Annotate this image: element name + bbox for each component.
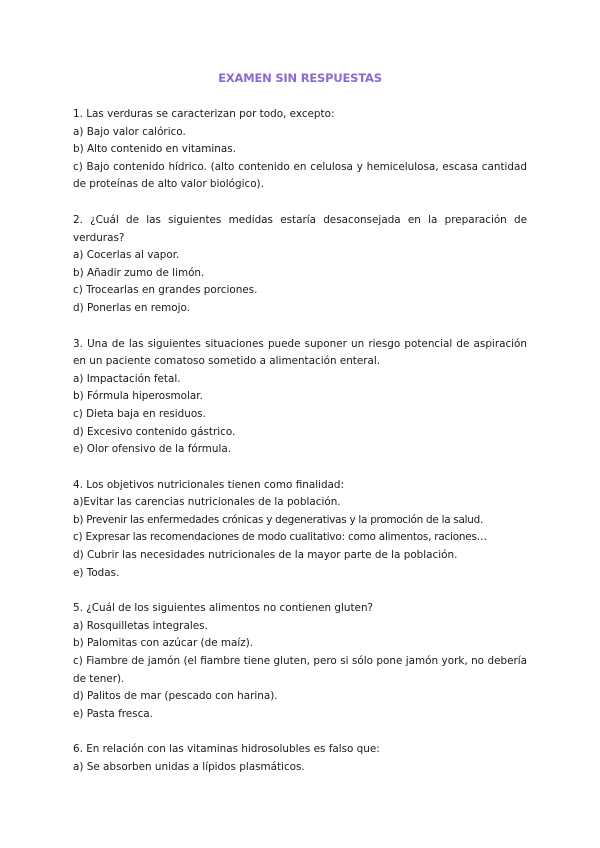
question-4-option-a: a)Evitar las carencias nutricionales de la población.	[73, 496, 341, 509]
question-1-text: 1. Las verduras se caracterizan por todo, excepto:	[73, 108, 335, 120]
question-6-text: 6. En relación con las vitaminas hidrosolubles es falso que:	[73, 743, 380, 756]
question-2-option-a: a) Cocerlas al vapor.	[73, 249, 180, 262]
question-6-option-a: a) Se absorben unidas a lípidos plasmáticos.	[73, 761, 305, 773]
question-2-option-b: b) Añadir zumo de limón.	[73, 266, 205, 279]
question-5-option-a: a) Rosquilletas integrales.	[73, 619, 208, 632]
question-1-option-b: b) Alto contenido en vitaminas.	[73, 143, 236, 156]
question-1-option-c: c) Bajo contenido hídrico. (alto contenido en celulosa y hemicelulosa, escasa cantidad de proteínas de alto valor biológico).	[73, 160, 527, 191]
question-2-text: 2. ¿Cuál de las siguientes medidas estaría desaconsejada en la preparación de verduras?	[73, 213, 527, 244]
exam-page	[73, 70, 527, 795]
question-1-option-a: a) Bajo valor calórico.	[73, 125, 186, 138]
question-3-option-a: a) Impactación fetal.	[73, 372, 181, 385]
question-5	[73, 600, 527, 723]
question-3-option-d: d) Excesivo contenido gástrico.	[73, 425, 236, 438]
question-4-option-d: d) Cubrir las necesidades nutricionales de la mayor parte de la población.	[73, 549, 458, 562]
question-5-option-d: d) Palitos de mar (pescado con harina).	[73, 690, 278, 703]
question-3-option-b: b) Fórmula hiperosmolar.	[73, 390, 203, 403]
question-3-option-e: e) Olor ofensivo de la fórmula.	[73, 443, 232, 456]
question-4-text: 4. Los objetivos nutricionales tienen como finalidad:	[73, 478, 345, 491]
page-title: EXAMEN SIN RESPUESTAS	[218, 71, 382, 85]
question-3-text: 3. Una de las siguientes situaciones puede suponer un riesgo potencial de aspiración en un paciente comatoso sometido a alimentación enteral.	[73, 337, 527, 368]
question-2-option-d: d) Ponerlas en remojo.	[73, 301, 190, 314]
question-3-option-c: c) Dieta baja en residuos.	[73, 407, 206, 420]
question-2	[73, 212, 527, 318]
question-4-option-b: b) Prevenir las enfermedades crónicas y degenerativas y la promoción de la salud.	[73, 513, 484, 526]
question-5-option-c: c) Fiambre de jamón (el fiambre tiene gluten, pero si sólo pone jamón york, no debería de tener).	[73, 655, 527, 685]
question-4	[73, 477, 527, 583]
question-5-text: 5. ¿Cuál de los siguientes alimentos no contienen gluten?	[73, 602, 374, 615]
question-3	[73, 336, 527, 459]
question-1	[73, 106, 527, 194]
question-2-option-c: c) Trocearlas en grandes porciones.	[73, 284, 258, 297]
question-5-option-b: b) Palomitas con azúcar (de maíz).	[73, 637, 254, 650]
question-6	[73, 741, 527, 776]
question-4-option-c: c) Expresar las recomendaciones de modo cualitativo: como alimentos, raciones…	[73, 531, 487, 544]
question-4-option-e: e) Todas.	[73, 566, 120, 579]
question-5-option-e: e) Pasta fresca.	[73, 707, 153, 720]
